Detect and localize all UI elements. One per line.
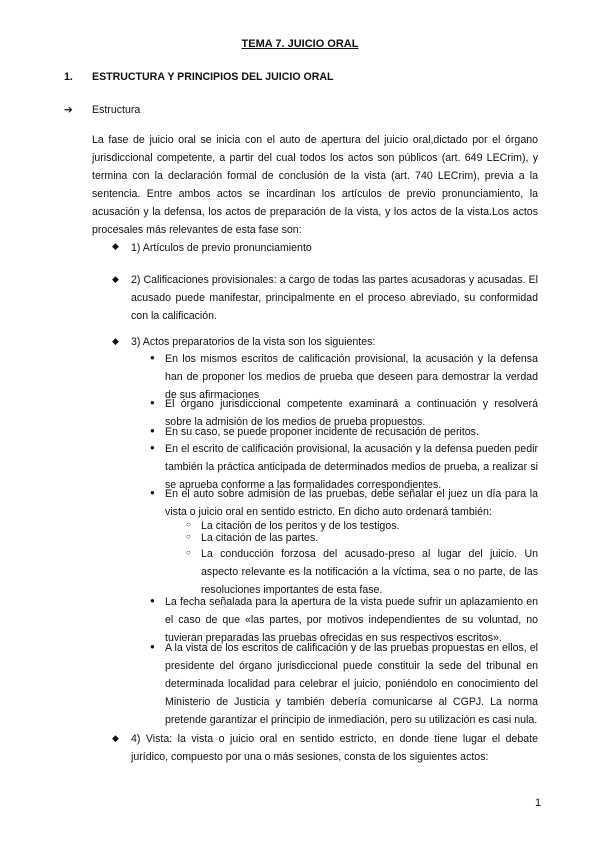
list-item: 3) Actos preparatorios de la vista son los siguientes: — [131, 336, 376, 348]
nested-list-item: La conducción forzosa del acusado-preso al lugar del juicio. Un aspecto relevante es la notificación a la víctima, sea o no parte, de las resoluciones importantes de esta fase. — [201, 548, 538, 596]
sub-list-item: El órgano jurisdiccional competente examinará a continuación y resolverá sobre la admisión de los medios de prueba propuestos. — [165, 398, 538, 428]
section-heading — [64, 71, 334, 83]
sub-list-item: En su caso, se puede proponer incidente de recusación de peritos. — [165, 426, 479, 438]
nested-list-item: La citación de los peritos y de los testigos. — [201, 520, 400, 532]
bullet-icon: ● — [150, 596, 155, 605]
bullet-icon: ● — [150, 443, 155, 452]
intro-paragraph: La fase de juicio oral se inicia con el auto de apertura del juicio oral,dictado por el órgano jurisdiccional competente, a partir del cual todos los actos son públicos (art. 649 LECrim), y termina con la declaración formal de conclusión de la vista (art. 740 LECrim), previa a la sentencia. Entre ambos actos se incardinan los artículos de previo pronunciamiento, la acusación y la defensa, los actos de preparación de la vista, y los actos de la vista.Los actos procesales más relevantes de esta fase son: — [92, 134, 538, 236]
nested-list-item: La citación de las partes. — [201, 532, 319, 544]
diamond-bullet-icon: ◆ — [112, 733, 119, 743]
section-heading-text: ESTRUCTURA Y PRINCIPIOS DEL JUICIO ORAL — [92, 71, 334, 83]
bullet-icon: ● — [150, 353, 155, 362]
bullet-icon: ● — [150, 398, 155, 407]
diamond-bullet-icon: ◆ — [112, 274, 119, 284]
list-item: 1) Artículos de previo pronunciamiento — [131, 242, 312, 254]
subsection-label: Estructura — [92, 104, 141, 116]
sub-list-item: En los mismos escritos de calificación provisional, la acusación y la defensa han de proponer los medios de prueba que deseen para demostrar la verdad de sus afirmaciones — [165, 353, 538, 401]
bullet-icon: ● — [150, 642, 155, 651]
sub-list-item: La fecha señalada para la apertura de la vista puede sufrir un aplazamiento en el caso de que «las partes, por motivos independientes de su voluntad, no tuvieran preparadas las pruebas ofrecidas en sus respectivos escritos». — [165, 596, 538, 644]
document-title: TEMA 7. JUICIO ORAL — [241, 38, 359, 50]
arrow-right-icon: ➔ — [64, 104, 73, 116]
bullet-icon: ● — [150, 426, 155, 435]
circle-bullet-icon: ○ — [186, 548, 191, 557]
sub-list-item: En el escrito de calificación provisional, la acusación y la defensa pueden pedir también la práctica anticipada de determinados medios de prueba, a realizar si se aprueba conforme a las formalidades correspondientes. — [165, 443, 538, 491]
list-item: 4) Vista: la vista o juicio oral en sentido estricto, en donde tiene lugar el debate jurídico, compuesto por una o más sesiones, consta de los siguientes actos: — [131, 733, 538, 763]
subsection-heading — [64, 104, 140, 116]
list-item: 2) Calificaciones provisionales: a cargo de todas las partes acusadoras y acusadas. El acusado puede manifestar, principalmente en el proceso abreviado, su conformidad con la calificación. — [131, 274, 538, 322]
diamond-bullet-icon: ◆ — [112, 336, 119, 346]
circle-bullet-icon: ○ — [186, 520, 191, 529]
sub-list-item: A la vista de los escritos de calificación y de las pruebas propuestas en ellos, el presidente del órgano jurisdiccional puede constituir la sede del tribunal en determinada localidad para celebrar el juicio, poniéndolo en conocimiento del Ministerio de Justicia y también debería comunicarse al CGPJ. La norma pretende garantizar el principio de inmediación, pero su utilización es casi nula. — [165, 642, 538, 726]
bullet-icon: ● — [150, 488, 155, 497]
section-number: 1. — [64, 71, 73, 83]
circle-bullet-icon: ○ — [186, 532, 191, 541]
sub-list-item: En el auto sobre admisión de las pruebas, debe señalar el juez un día para la vista o juicio oral en sentido estricto. En dicho auto ordenará también: — [165, 488, 538, 518]
diamond-bullet-icon: ◆ — [112, 241, 119, 251]
page-number: 1 — [535, 797, 542, 809]
